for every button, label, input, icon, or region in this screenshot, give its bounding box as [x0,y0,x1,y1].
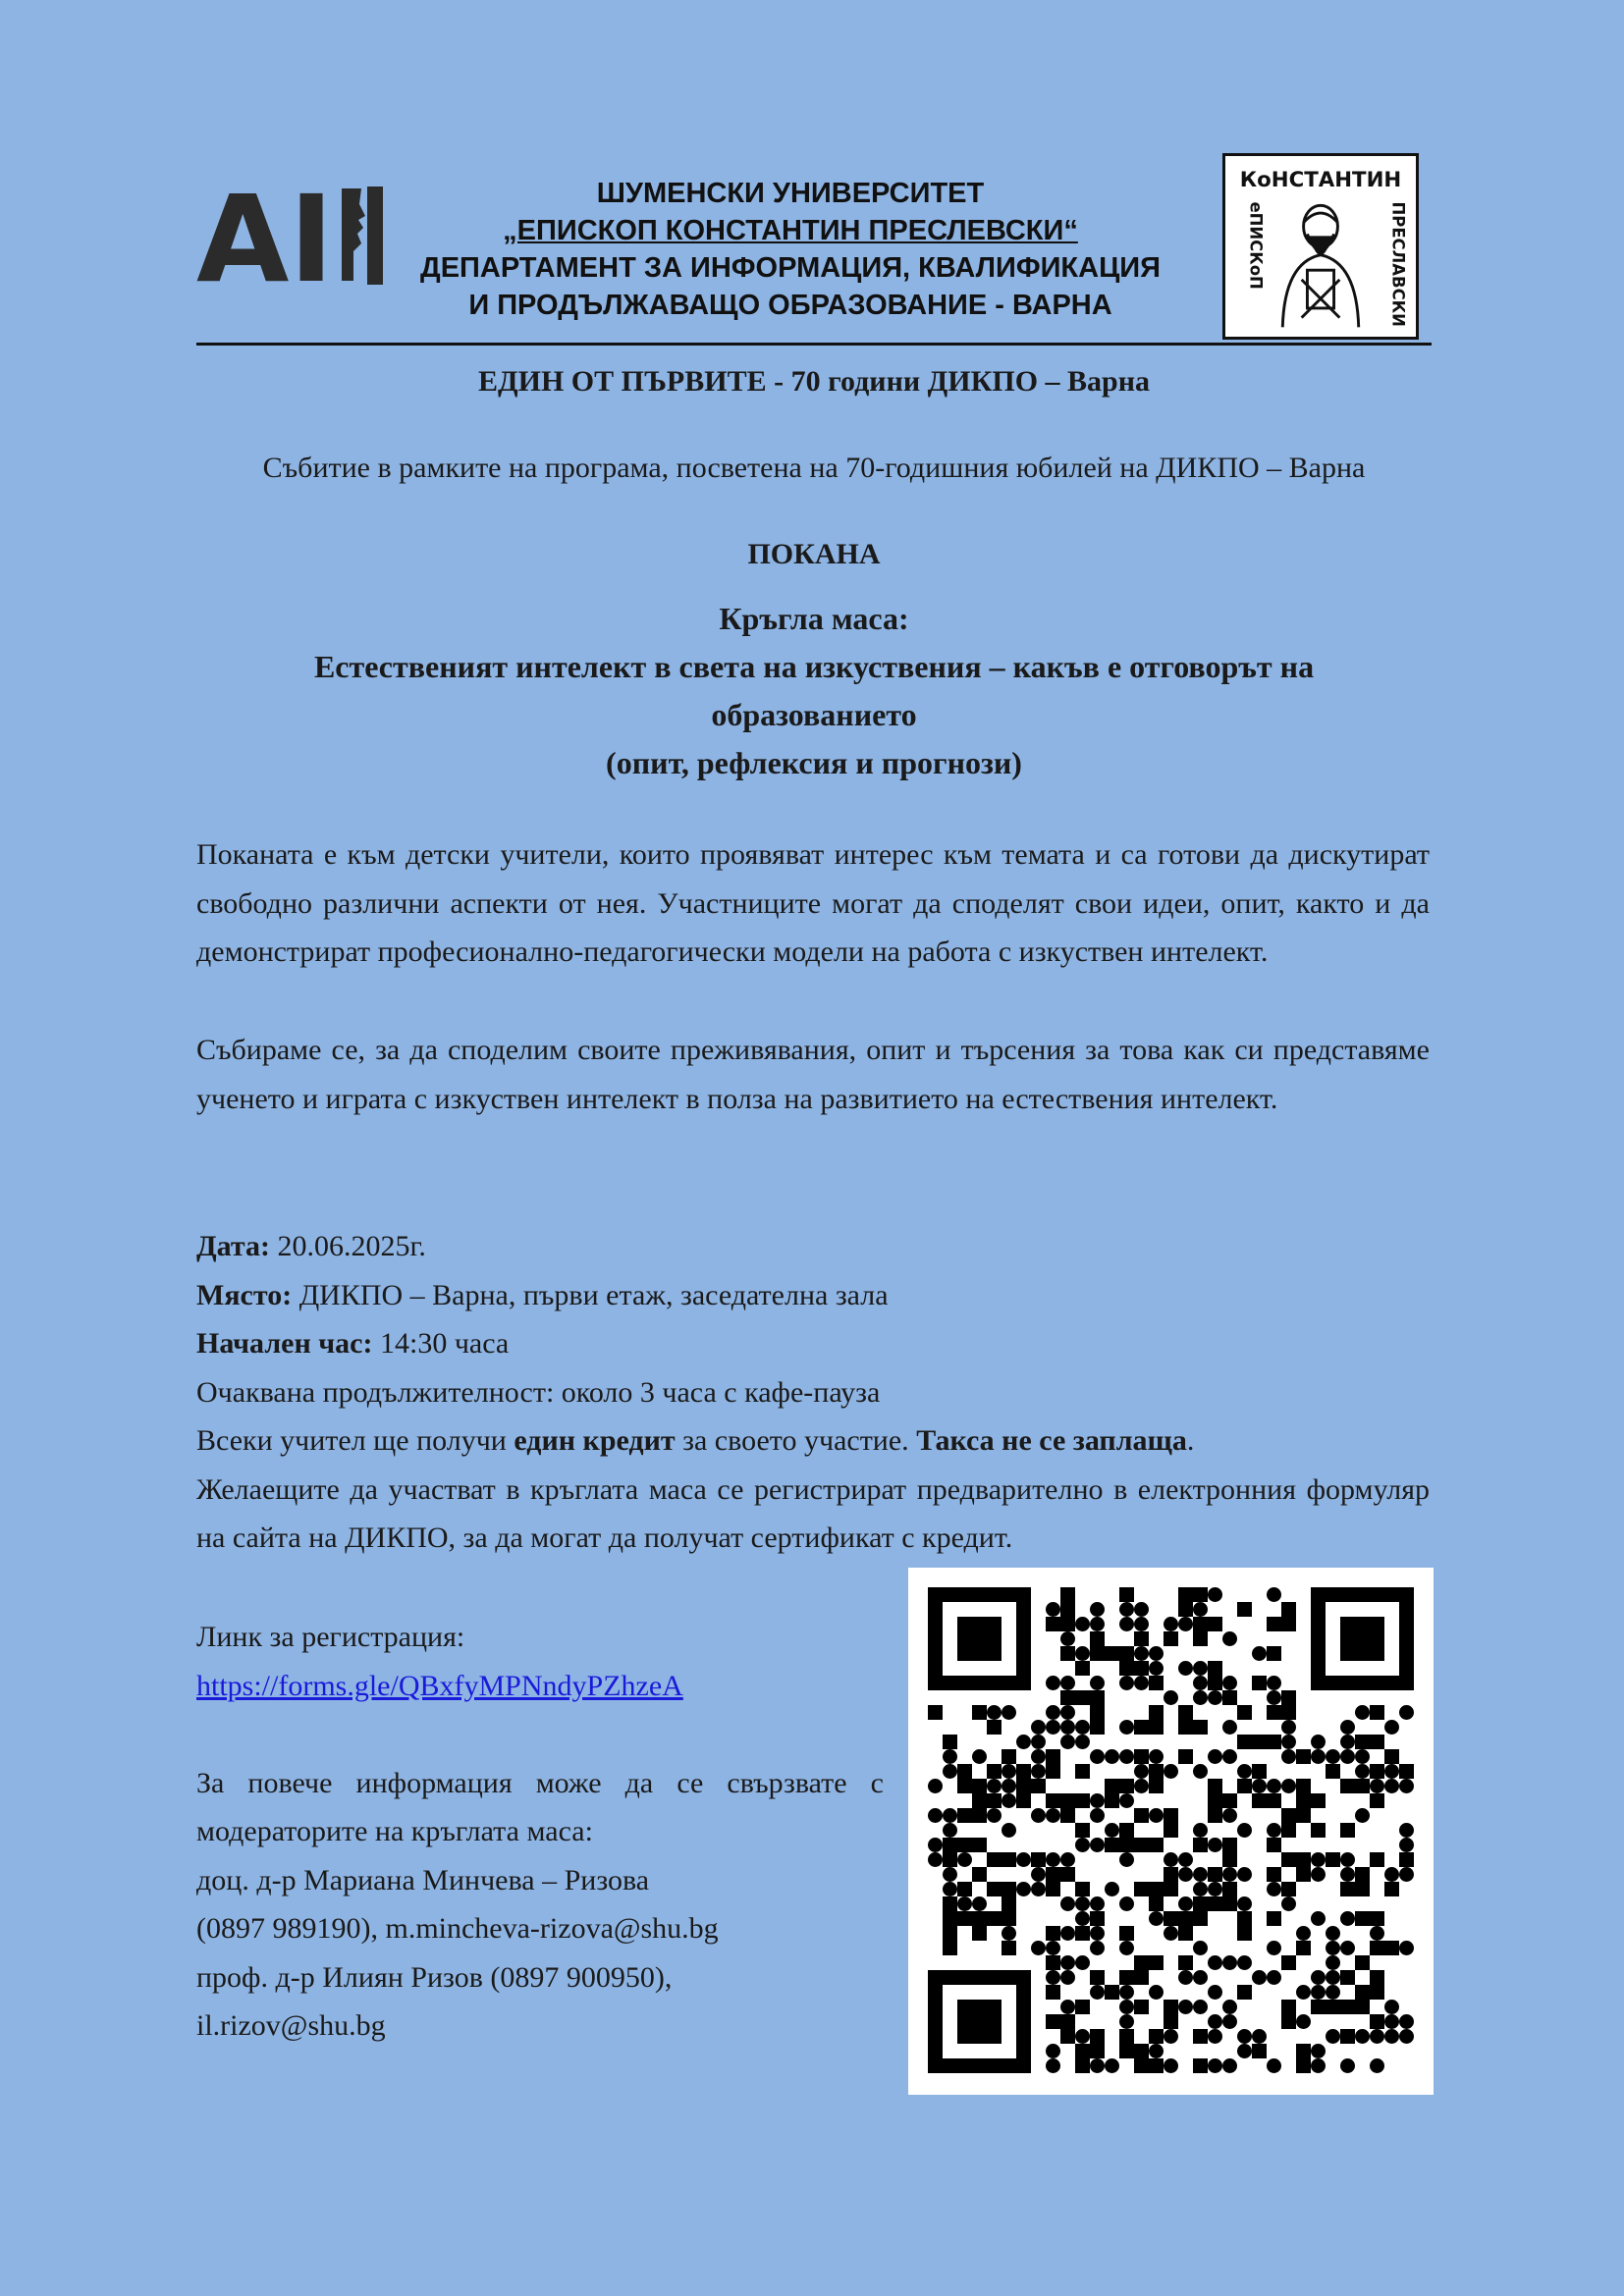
event-details [196,1222,1430,1563]
anniversary-title: ЕДИН ОТ ПЪРВИТЕ - 70 години ДИКПО – Варна [477,365,1151,398]
moderator-1-contact: (0897 989190), m.mincheva-rizova@shu.bg [196,1912,719,1945]
event-subtitle: Събитие в рамките на програма, посветена на 70-годишния юбилей на ДИКПО – Варна [262,452,1366,484]
registration-link[interactable]: https://forms.gle/QBxfyMPNndyPZhzeA [196,1669,683,1702]
moderator-2-email: il.rizov@shu.bg [196,2009,386,2042]
fee-end: . [1186,1424,1195,1457]
start-time-row [196,1319,1430,1368]
invitation-heading: ПОКАНА [747,538,881,570]
registration-and-contacts [196,1613,884,2051]
saint-seal-icon [1222,153,1419,340]
university-header [388,175,1193,324]
round-table-title-line-1: Естественият интелект в света на изкуствения – какъв е отговорът на [313,649,1315,684]
university-name: ШУМЕНСКИ УНИВЕРСИТЕТ [596,178,985,209]
moderator-2: проф. д-р Илиян Ризов (0897 900950), [196,1960,673,1994]
university-patron: „ЕПИСКОП КОНСТАНТИН ПРЕСЛЕВСКИ“ [503,215,1078,246]
start-time-value: 14:30 часа [372,1327,510,1360]
registration-label: Линк за регистрация: [196,1621,465,1653]
header [196,147,1432,344]
paragraph-purpose: Събираме се, за да споделим своите преживявания, опит и търсения за това как си представяме ученето и играта с изкуствен интелект в полза на развитието на естествения интелект. [196,1034,1430,1115]
credit-bold: един кредит [514,1424,676,1457]
round-table-title-line-2: образованието [711,697,917,732]
header-divider [196,343,1432,346]
svg-text:ПРЕСЛАВСКИ: ПРЕСЛАВСКИ [1388,201,1408,327]
registration-note: Желаещите да участват в кръглата маса се регистрират предварително в електронния формуляр на сайта на ДИКПО, за да могат да получат сертификат с кредит. [196,1472,1430,1554]
moderator-1-name: доц. д-р Мариана Минчева – Ризова [196,1863,650,1896]
registration-qr-code [908,1568,1434,2095]
date-label: Дата: [196,1230,270,1262]
place-row [196,1271,1430,1320]
qr-code-icon [928,1587,1414,2075]
department-line-2: И ПРОДЪЛЖАВАЩО ОБРАЗОВАНИЕ - ВАРНА [468,290,1112,321]
round-table-title-line-3: (опит, рефлексия и прогнози) [606,745,1022,780]
svg-text:КоНСТАНТИН: КоНСТАНТИН [1239,167,1402,192]
credit-row [196,1416,1430,1466]
place-label: Място: [196,1278,293,1311]
fee-bold: Такса не се заплаща [916,1424,1187,1457]
round-table-label: Кръгла маса: [719,601,909,636]
date-value: 20.06.2025г. [269,1230,426,1262]
round-table-title [196,595,1432,787]
svg-text:AI: AI [196,187,334,285]
duration-row: Очаквана продължителност: около 3 часа с кафе-пауза [196,1375,881,1409]
place-value: ДИКПО – Варна, първи етаж, заседателна зала [292,1278,889,1311]
credit-text-mid: за своето участие. [675,1424,917,1457]
svg-text:еПИСКоП: еПИСКоП [1246,201,1266,290]
ai-logo-icon [196,187,383,285]
contact-intro: За повече информация може да се свързвате с модераторите на кръглата маса: [196,1766,884,1847]
paragraph-invitees: Поканата е към детски учители, които проявяват интерес към темата и са готови да дискутират свободно различни аспекти от нея. Участниците могат да споделят свои идеи, опит, както и да демонстрират професионално-педагогически модели на работа с изкуствен интелект. [196,838,1430,968]
department-line-1: ДЕПАРТАМЕНТ ЗА ИНФОРМАЦИЯ, КВАЛИФИКАЦИЯ [420,252,1161,284]
date-row [196,1222,1430,1271]
start-time-label: Начален час: [196,1327,373,1360]
credit-text-pre: Всеки учител ще получи [196,1424,514,1457]
